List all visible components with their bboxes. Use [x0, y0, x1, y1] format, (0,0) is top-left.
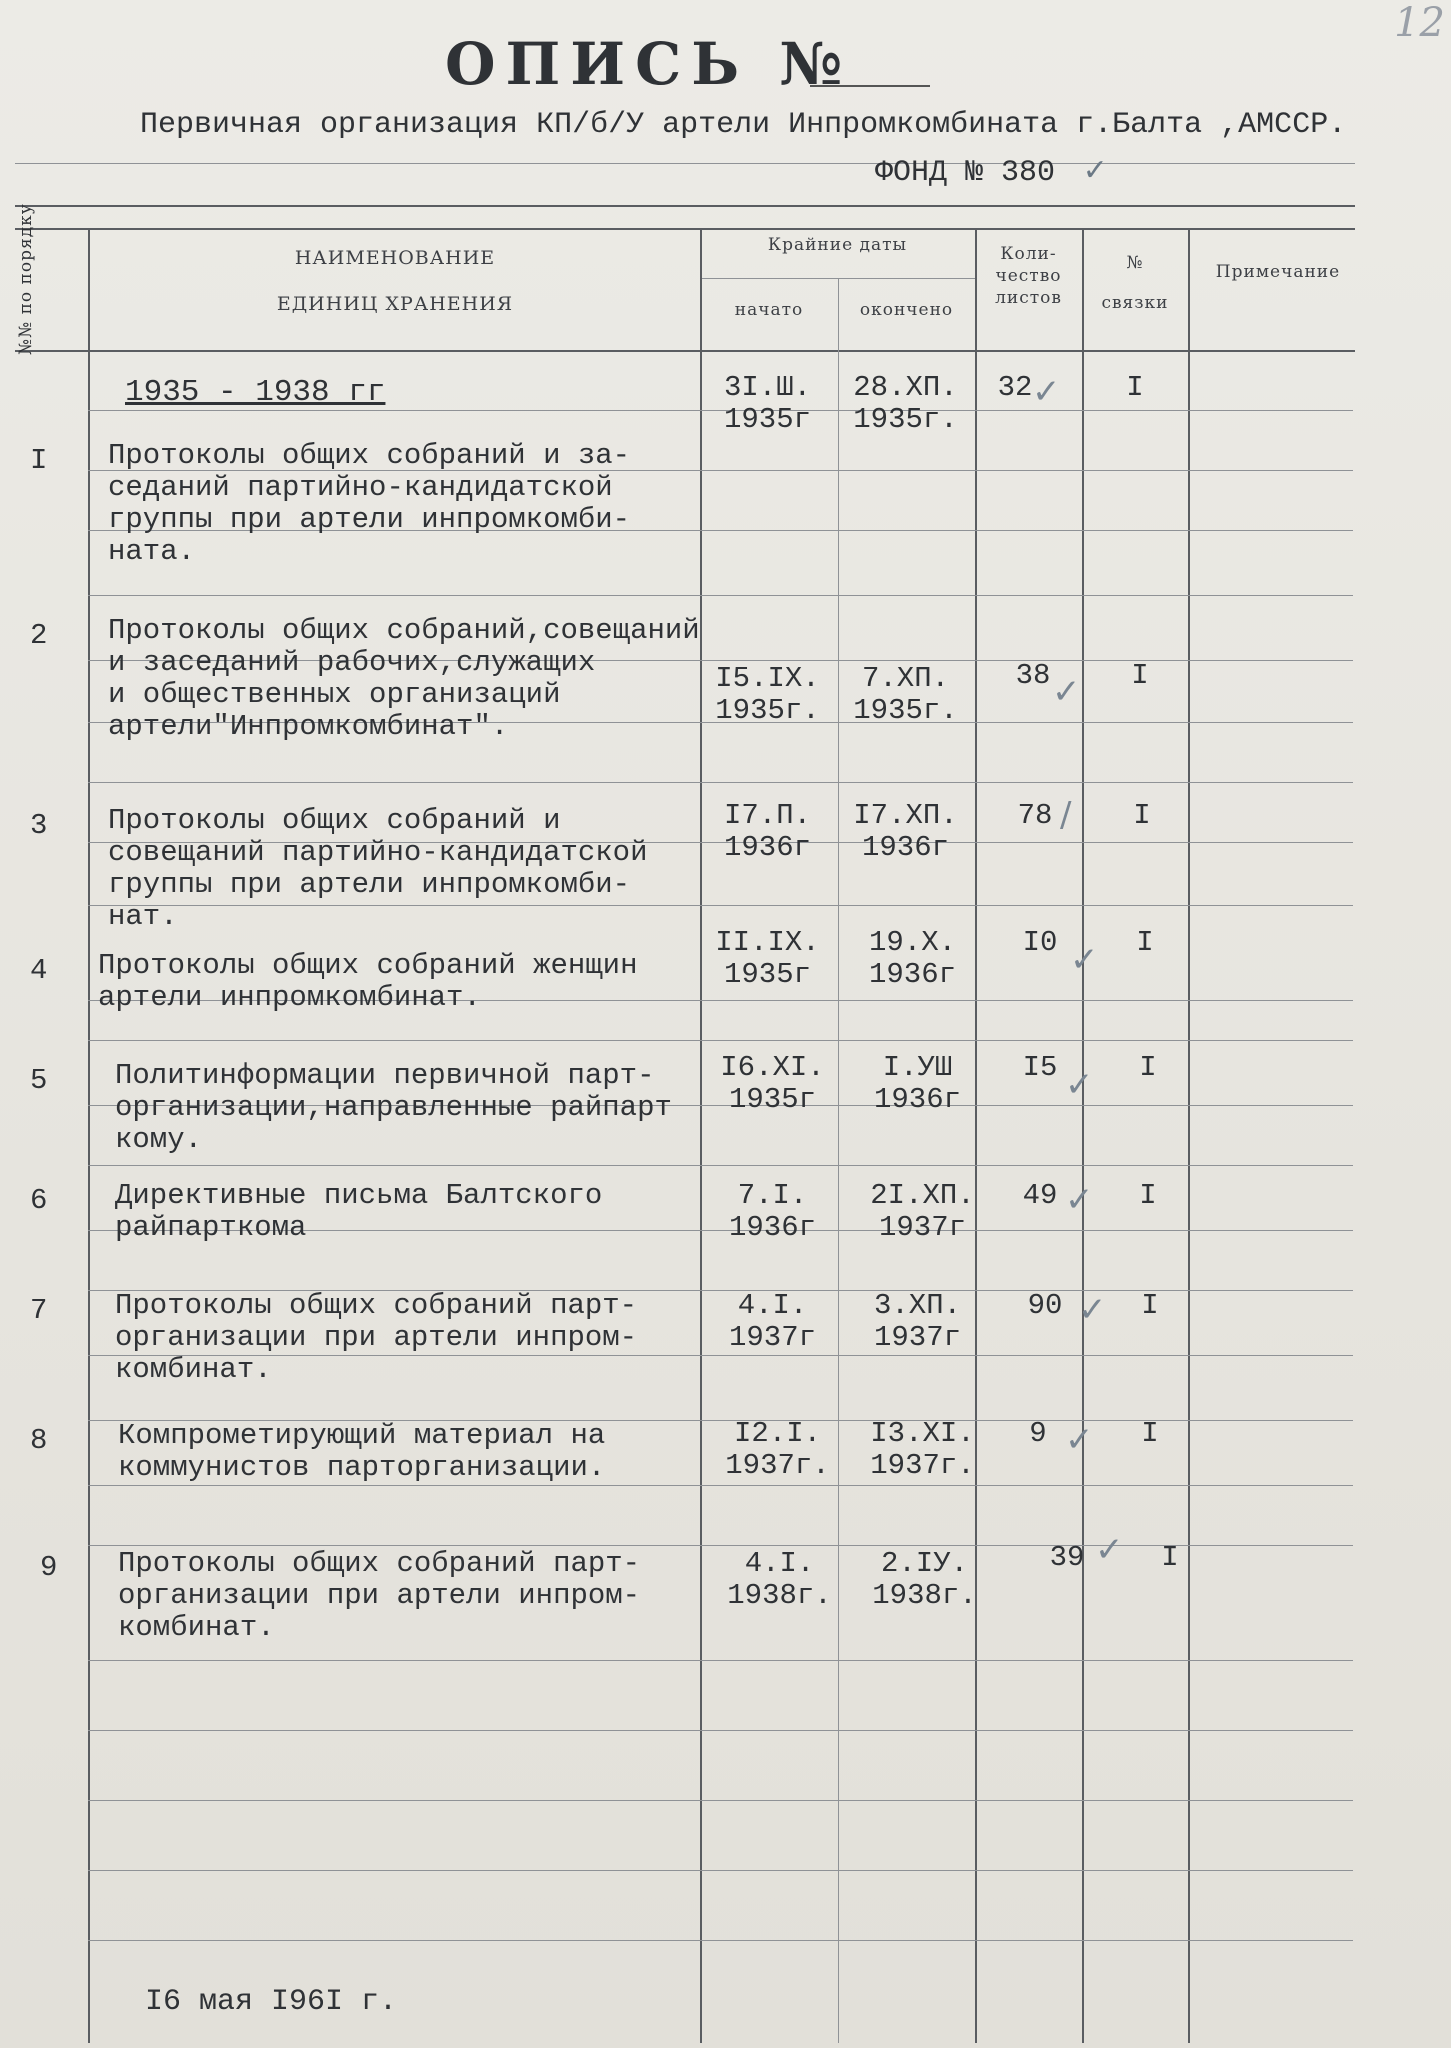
header-sheets: Коли- чество листов: [995, 244, 1062, 308]
page-number: 12: [1394, 0, 1445, 46]
row-2-end-date: 7.ХП. 1935г.: [853, 662, 958, 727]
row-9-title: Протоколы общих собраний парт- организации при артели инпром- комбинат.: [118, 1547, 641, 1644]
row-3-number: 3: [30, 809, 48, 842]
checkmark-icon: /: [1060, 795, 1072, 835]
fund-label: ФОНД № 380: [875, 156, 1056, 190]
row-9-sheet-count: 39: [1049, 1541, 1085, 1574]
period-end-date: 28.ХП. 1935г.: [853, 371, 958, 436]
period-start-date: 3I.Ш. 1935г: [723, 371, 811, 436]
row-7-start-date: 4.I. 1937г: [728, 1289, 816, 1354]
row-4-end-date: 19.X. 1936г: [868, 926, 956, 991]
row-3-end-date: I7.ХП. 1936г: [853, 799, 958, 864]
org-underline: [15, 163, 1355, 164]
row-5-end-date: I.УШ 1936г: [873, 1051, 961, 1116]
row-4-bundle-no: I: [1136, 926, 1154, 959]
row-9-number: 9: [40, 1551, 58, 1584]
table-top-border: [15, 228, 1355, 230]
row-line: [88, 595, 1353, 596]
header-name-line2: ЕДИНИЦ ХРАНЕНИЯ: [276, 293, 514, 315]
checkmark-icon: ✓: [1073, 153, 1108, 188]
header-note: Примечание: [1215, 262, 1341, 282]
checkmark-icon: ✓: [1065, 1420, 1094, 1460]
row-3-start-date: I7.П. 1936г: [723, 799, 811, 864]
checkmark-icon: ✓: [1065, 1065, 1094, 1105]
row-3-bundle-no: I: [1133, 799, 1151, 832]
row-6-bundle-no: I: [1139, 1179, 1157, 1212]
period-bundle-no: I: [1126, 371, 1144, 404]
fund-number: [875, 153, 1108, 190]
title-number-blank: [810, 85, 930, 87]
row-9-start-date: 4.I. 1938г.: [727, 1547, 832, 1612]
period-heading: 1935 - 1938 гг: [125, 375, 386, 410]
row-line: [88, 782, 1353, 783]
row-8-title: Компрометирующий материал на коммунистов парторганизации.: [118, 1419, 606, 1484]
row-2-title: Протоколы общих собраний,совещаний и заседаний рабочих,служащих и общественных организаций артели"Инпромкомбинат".: [108, 614, 700, 743]
row-3-title: Протоколы общих собраний и совещаний партийно-кандидатской группы при артели инпромкомби- нат.: [108, 804, 648, 933]
row-3-sheet-count: 78: [1017, 799, 1053, 832]
row-1-title: Протоколы общих собраний и за- седаний партийно-кандидатской группы при артели инпромкомби- ната.: [108, 439, 631, 568]
col-divider-number: [88, 228, 90, 2043]
header-name-line1: НАИМЕНОВАНИЕ: [294, 247, 496, 269]
header-dates: Крайние даты: [767, 235, 908, 255]
row-line: [88, 1800, 1353, 1801]
signature-date: I6 мая I96I г.: [145, 1985, 398, 2019]
row-5-title: Политинформации первичной парт- организации,направленные райпарт кому.: [115, 1059, 672, 1156]
header-end: окончено: [859, 300, 954, 320]
row-5-start-date: I6.XI. 1935г: [720, 1051, 825, 1116]
row-5-number: 5: [30, 1064, 48, 1097]
row-line: [88, 1660, 1353, 1661]
row-6-number: 6: [30, 1184, 48, 1217]
fund-underline: [15, 205, 1355, 207]
col-divider-end: [838, 278, 839, 2043]
checkmark-icon: ✓: [1070, 940, 1099, 980]
checkmark-icon: ✓: [1032, 372, 1061, 412]
row-2-number: 2: [30, 619, 48, 652]
row-line: [88, 1040, 1353, 1041]
row-7-sheet-count: 90: [1027, 1289, 1063, 1322]
checkmark-icon: ✓: [1095, 1530, 1124, 1570]
row-6-end-date: 2I.ХП. 1937г: [870, 1179, 975, 1244]
row-line: [88, 1165, 1353, 1166]
row-9-end-date: 2.IУ. 1938г.: [872, 1547, 977, 1612]
document-title: ОПИСЬ №: [445, 30, 853, 98]
row-2-sheet-count: 38: [1015, 659, 1051, 692]
row-line: [88, 1730, 1353, 1731]
row-2-bundle-no: I: [1131, 659, 1149, 692]
col-divider-note: [1188, 228, 1190, 2043]
header-order-no: №№ по порядку: [16, 203, 36, 355]
row-4-sheet-count: I0: [1022, 926, 1058, 959]
row-4-title: Протоколы общих собраний женщин артели инпромкомбинат.: [98, 949, 638, 1014]
row-7-bundle-no: I: [1141, 1289, 1159, 1322]
row-line: [88, 1940, 1353, 1941]
col-divider-sheets: [975, 228, 977, 2043]
checkmark-icon: ✓: [1065, 1180, 1094, 1220]
header-start: начато: [734, 300, 804, 320]
row-5-sheet-count: I5: [1022, 1051, 1058, 1084]
col-divider-bundle: [1082, 228, 1084, 2043]
row-8-end-date: I3.XI. 1937г.: [870, 1417, 975, 1482]
row-line: [88, 1870, 1353, 1871]
row-7-end-date: 3.ХП. 1937г: [873, 1289, 961, 1354]
row-5-bundle-no: I: [1139, 1051, 1157, 1084]
row-7-number: 7: [30, 1294, 48, 1327]
row-9-bundle-no: I: [1161, 1541, 1179, 1574]
row-line: [88, 1485, 1353, 1486]
period-sheet-count: 32: [997, 371, 1033, 404]
row-4-number: 4: [30, 954, 48, 987]
row-2-start-date: I5.IX. 1935г.: [715, 662, 820, 727]
organization-name: Первичная организация КП/б/У артели Инпромкомбината г.Балта ,АМССР.: [140, 108, 1347, 142]
row-6-start-date: 7.I. 1936г: [728, 1179, 816, 1244]
header-bottom-border: [15, 350, 1355, 352]
row-1-number: I: [30, 444, 48, 477]
row-8-start-date: I2.I. 1937г.: [725, 1417, 830, 1482]
row-4-start-date: II.IX. 1935г: [715, 926, 820, 991]
row-6-title: Директивные письма Балтского райпарткома: [115, 1179, 603, 1244]
row-7-title: Протоколы общих собраний парт- организации при артели инпром- комбинат.: [115, 1289, 638, 1386]
row-6-sheet-count: 49: [1022, 1179, 1058, 1212]
row-8-number: 8: [30, 1424, 48, 1457]
row-8-sheet-count: 9: [1029, 1417, 1047, 1450]
checkmark-icon: ✓: [1052, 672, 1081, 712]
checkmark-icon: ✓: [1078, 1290, 1107, 1330]
row-8-bundle-no: I: [1141, 1417, 1159, 1450]
header-bundle: № связки: [1101, 253, 1169, 313]
